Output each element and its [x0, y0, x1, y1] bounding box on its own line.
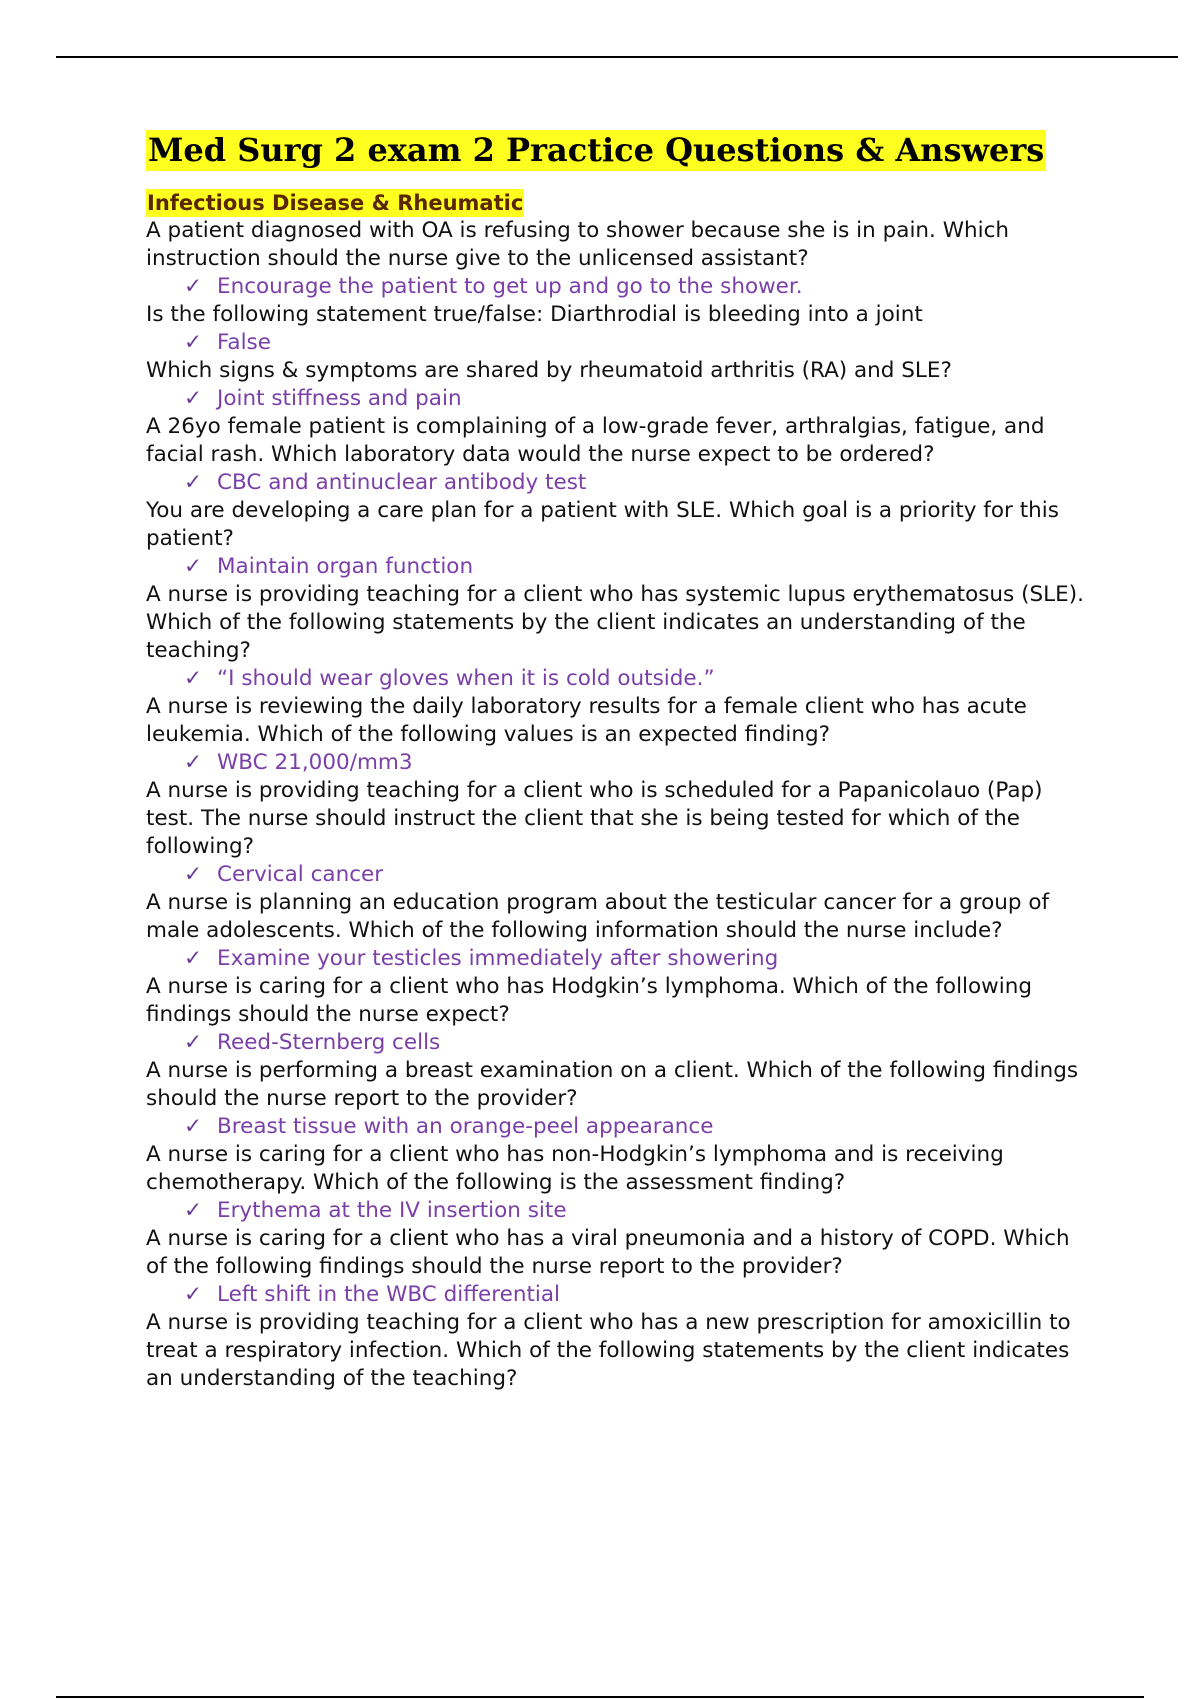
- qa-item: [146, 1309, 1096, 1393]
- answer-line: [146, 329, 1096, 357]
- question-text: A nurse is caring for a client who has non-Hodgkin’s lymphoma and is receiving chemotherapy. Which of the following is the assessment finding?: [146, 1142, 1004, 1195]
- checkmark-icon: ✓: [184, 1030, 203, 1055]
- qa-item: [146, 413, 1096, 497]
- question-text: A nurse is planning an education program about the testicular cancer for a group of male adolescents. Which of the following information should the nurse include?: [146, 890, 1050, 943]
- question-text: A nurse is reviewing the daily laboratory results for a female client who has acute leukemia. Which of the following values is an expected finding?: [146, 694, 1027, 747]
- qa-item: [146, 1225, 1096, 1309]
- checkmark-icon: ✓: [184, 274, 203, 299]
- question-text: Which signs & symptoms are shared by rheumatoid arthritis (RA) and SLE?: [146, 358, 952, 383]
- answer-text: WBC 21,000/mm3: [217, 750, 413, 775]
- qa-item: [146, 693, 1096, 777]
- answer-text: Examine your testicles immediately after showering: [217, 946, 779, 971]
- qa-item: [146, 777, 1096, 889]
- checkmark-icon: ✓: [184, 554, 203, 579]
- top-rule: [56, 56, 1178, 58]
- question-text: A nurse is providing teaching for a client who has systemic lupus erythematosus (SLE). Which of the following statements by the client indicates an understanding of the teaching?: [146, 582, 1084, 663]
- answer-text: Joint stiffness and pain: [217, 386, 462, 411]
- checkmark-icon: ✓: [184, 946, 203, 971]
- answer-text: Maintain organ function: [217, 554, 474, 579]
- question-text: A nurse is providing teaching for a client who has a new prescription for amoxicillin to treat a respiratory infection. Which of the following statements by the client indicates an understanding of the teaching?: [146, 1310, 1071, 1391]
- checkmark-icon: ✓: [184, 470, 203, 495]
- checkmark-icon: ✓: [184, 750, 203, 775]
- answer-text: False: [217, 330, 271, 355]
- answer-text: Reed-Sternberg cells: [217, 1030, 441, 1055]
- question-text: A nurse is performing a breast examination on a client. Which of the following findings should the nurse report to the provider?: [146, 1058, 1079, 1111]
- answer-line: [146, 1197, 1096, 1225]
- qa-item: [146, 973, 1096, 1057]
- answer-line: [146, 553, 1096, 581]
- answer-line: [146, 469, 1096, 497]
- answer-text: Encourage the patient to get up and go to the shower.: [217, 274, 803, 299]
- answer-line: [146, 749, 1096, 777]
- qa-item: [146, 1057, 1096, 1141]
- question-text: A patient diagnosed with OA is refusing to shower because she is in pain. Which instruction should the nurse give to the unlicensed assistant?: [146, 218, 1010, 271]
- checkmark-icon: ✓: [184, 1114, 203, 1139]
- answer-text: Breast tissue with an orange-peel appearance: [217, 1114, 714, 1139]
- checkmark-icon: ✓: [184, 1282, 203, 1307]
- qa-item: [146, 301, 1096, 357]
- answer-text: “I should wear gloves when it is cold outside.”: [217, 666, 715, 691]
- checkmark-icon: ✓: [184, 330, 203, 355]
- question-text: A nurse is caring for a client who has Hodgkin’s lymphoma. Which of the following findings should the nurse expect?: [146, 974, 1033, 1027]
- question-text: Is the following statement true/false: Diarthrodial is bleeding into a joint: [146, 302, 923, 327]
- answer-line: [146, 385, 1096, 413]
- qa-item: [146, 581, 1096, 693]
- question-answer-list: [146, 217, 1096, 1393]
- qa-item: [146, 217, 1096, 301]
- document-body: [146, 130, 1096, 1393]
- checkmark-icon: ✓: [184, 386, 203, 411]
- question-text: A nurse is providing teaching for a client who is scheduled for a Papanicolauo (Pap) test. The nurse should instruct the client that she is being tested for which of the following?: [146, 778, 1043, 859]
- answer-line: [146, 1113, 1096, 1141]
- qa-item: [146, 889, 1096, 973]
- answer-line: [146, 665, 1096, 693]
- checkmark-icon: ✓: [184, 666, 203, 691]
- checkmark-icon: ✓: [184, 862, 203, 887]
- answer-line: [146, 273, 1096, 301]
- answer-line: [146, 1281, 1096, 1309]
- qa-item: [146, 497, 1096, 581]
- qa-item: [146, 357, 1096, 413]
- question-text: A 26yo female patient is complaining of a low-grade fever, arthralgias, fatigue, and facial rash. Which laboratory data would the nurse expect to be ordered?: [146, 414, 1045, 467]
- document-title: Med Surg 2 exam 2 Practice Questions & Answers: [148, 131, 1045, 169]
- qa-item: [146, 1141, 1096, 1225]
- answer-text: CBC and antinuclear antibody test: [217, 470, 587, 495]
- answer-text: Erythema at the IV insertion site: [217, 1198, 567, 1223]
- bottom-rule: [56, 1696, 1144, 1698]
- answer-text: Left shift in the WBC differential: [217, 1282, 561, 1307]
- answer-text: Cervical cancer: [217, 862, 384, 887]
- answer-line: [146, 945, 1096, 973]
- question-text: A nurse is caring for a client who has a viral pneumonia and a history of COPD. Which of the following findings should the nurse report to the provider?: [146, 1226, 1070, 1279]
- checkmark-icon: ✓: [184, 1198, 203, 1223]
- question-text: You are developing a care plan for a patient with SLE. Which goal is a priority for this patient?: [146, 498, 1059, 551]
- answer-line: [146, 1029, 1096, 1057]
- section-heading: Infectious Disease & Rheumatic: [147, 191, 524, 215]
- answer-line: [146, 861, 1096, 889]
